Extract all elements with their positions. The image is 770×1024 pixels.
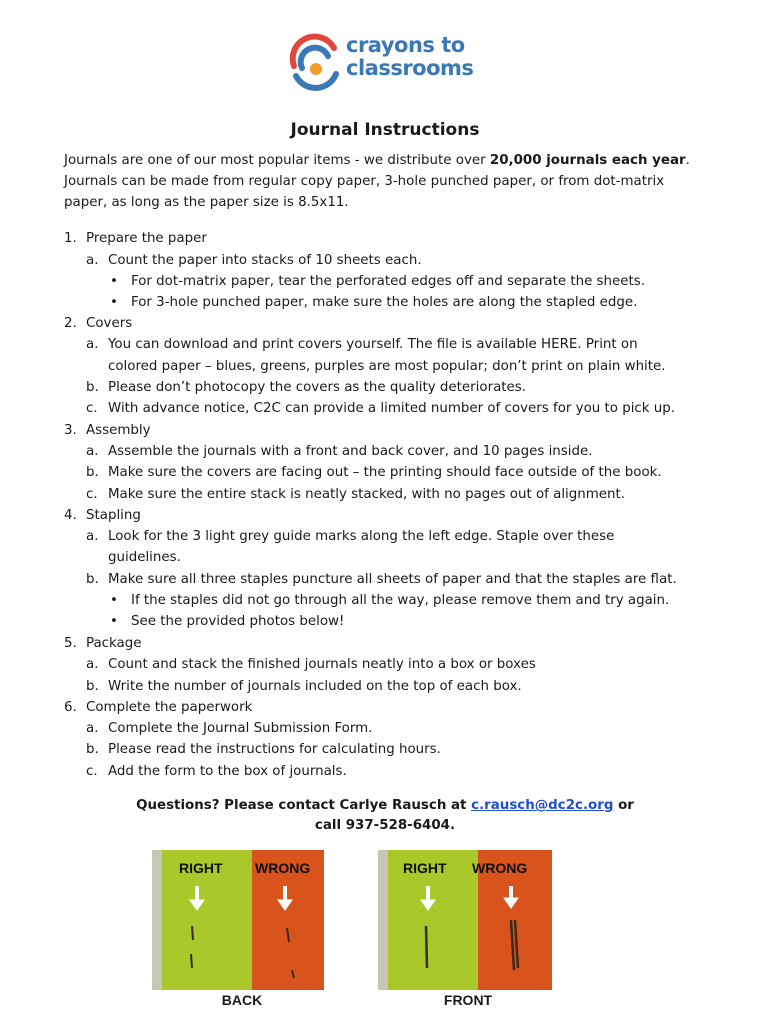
list-item-text: See the provided photos below! bbox=[131, 614, 345, 629]
list-marker: a. bbox=[86, 253, 99, 268]
list-item-text: Assemble the journals with a front and back cover, and 10 pages inside. bbox=[108, 444, 593, 459]
back-photo bbox=[152, 850, 324, 990]
list-marker: 1. bbox=[64, 231, 77, 246]
bullet-icon: • bbox=[110, 614, 118, 629]
list-marker: a. bbox=[86, 444, 99, 459]
intro-paragraph bbox=[64, 150, 704, 213]
intro-text-2: . Journals can be made from regular copy paper, 3-hole punched paper, or from dot-matrix paper, as long as the paper size is 8.5x11. bbox=[64, 153, 690, 210]
front-caption: FRONT bbox=[443, 992, 493, 1008]
list-item-text: Please read the instructions for calculating hours. bbox=[108, 742, 441, 757]
list-item-text: Covers bbox=[86, 316, 133, 331]
list-marker: 6. bbox=[64, 700, 77, 715]
list-marker: c. bbox=[86, 764, 98, 779]
list-item-text: Add the form to the box of journals. bbox=[108, 764, 347, 779]
list-item-text: Assembly bbox=[86, 423, 151, 438]
front-arrows-icon bbox=[378, 850, 552, 990]
list-item-text: Count the paper into stacks of 10 sheets each. bbox=[108, 253, 422, 268]
contact-email-link[interactable]: c.rausch@dc2c.org bbox=[471, 798, 614, 813]
list-marker: 5. bbox=[64, 636, 77, 651]
back-caption: BACK bbox=[221, 992, 263, 1008]
logo-line-1: crayons to bbox=[346, 33, 465, 57]
list-item-text: guidelines. bbox=[108, 550, 181, 565]
back-wrong-label: WRONG bbox=[255, 860, 311, 876]
bullet-icon: • bbox=[110, 274, 118, 289]
list-marker: b. bbox=[86, 679, 99, 694]
front-right-label: RIGHT bbox=[403, 860, 447, 876]
back-right-label: RIGHT bbox=[179, 860, 223, 876]
list-marker: a. bbox=[86, 721, 99, 736]
crayons-to-classrooms-logo bbox=[286, 30, 476, 96]
list-item-text: Look for the 3 light grey guide marks along the left edge. Staple over these bbox=[108, 529, 615, 544]
list-item-text: Stapling bbox=[86, 508, 141, 523]
contact-info bbox=[0, 796, 770, 836]
list-item-text: Complete the Journal Submission Form. bbox=[108, 721, 373, 736]
intro-bold: 20,000 journals each year bbox=[489, 153, 686, 168]
list-item-text: You can download and print covers yourself. The file is available HERE. Print on bbox=[108, 337, 638, 352]
list-item-text: If the staples did not go through all the way, please remove them and try again. bbox=[131, 593, 670, 608]
list-marker: a. bbox=[86, 337, 99, 352]
back-arrows-icon bbox=[152, 850, 324, 990]
contact-phone: call 937-528-6404. bbox=[314, 818, 456, 833]
list-marker: 2. bbox=[64, 316, 77, 331]
logo-line-2: classrooms bbox=[346, 56, 474, 80]
intro-text-1: Journals are one of our most popular items - we distribute over bbox=[64, 153, 490, 168]
list-item-text: Make sure the entire stack is neatly stacked, with no pages out of alignment. bbox=[108, 487, 626, 502]
list-item-text: For 3-hole punched paper, make sure the holes are along the stapled edge. bbox=[131, 295, 638, 310]
list-marker: 4. bbox=[64, 508, 77, 523]
list-item-text: Please don’t photocopy the covers as the quality deteriorates. bbox=[108, 380, 527, 395]
page-title: Journal Instructions bbox=[290, 120, 480, 140]
list-item-text: Write the number of journals included on the top of each box. bbox=[108, 679, 522, 694]
front-photo bbox=[378, 850, 552, 990]
list-marker: b. bbox=[86, 465, 99, 480]
logo-wordmark bbox=[346, 34, 473, 80]
contact-prefix: Questions? Please contact Carlye Rausch at bbox=[136, 798, 472, 813]
list-item-text: colored paper – blues, greens, purples are most popular; don’t print on plain white. bbox=[108, 359, 666, 374]
list-item-text: Make sure the covers are facing out – the printing should face outside of the book. bbox=[108, 465, 662, 480]
list-marker: 3. bbox=[64, 423, 77, 438]
list-item-text: With advance notice, C2C can provide a limited number of covers for you to pick up. bbox=[108, 401, 676, 416]
list-item-text: Package bbox=[86, 636, 142, 651]
list-item-text: For dot-matrix paper, tear the perforated edges off and separate the sheets. bbox=[131, 274, 645, 289]
list-marker: c. bbox=[86, 401, 98, 416]
contact-suffix: or bbox=[613, 798, 634, 813]
list-marker: b. bbox=[86, 380, 99, 395]
bullet-icon: • bbox=[110, 593, 118, 608]
bullet-icon: • bbox=[110, 295, 118, 310]
logo-mark-icon bbox=[286, 30, 342, 92]
list-item-text: Complete the paperwork bbox=[86, 700, 253, 715]
list-marker: a. bbox=[86, 529, 99, 544]
front-wrong-label: WRONG bbox=[472, 860, 528, 876]
list-marker: a. bbox=[86, 657, 99, 672]
list-marker: b. bbox=[86, 742, 99, 757]
list-item-text: Prepare the paper bbox=[86, 231, 207, 246]
list-marker: c. bbox=[86, 487, 98, 502]
list-item-text: Count and stack the finished journals neatly into a box or boxes bbox=[108, 657, 536, 672]
list-marker: b. bbox=[86, 572, 99, 587]
list-item-text: Make sure all three staples puncture all sheets of paper and that the staples are flat. bbox=[108, 572, 677, 587]
